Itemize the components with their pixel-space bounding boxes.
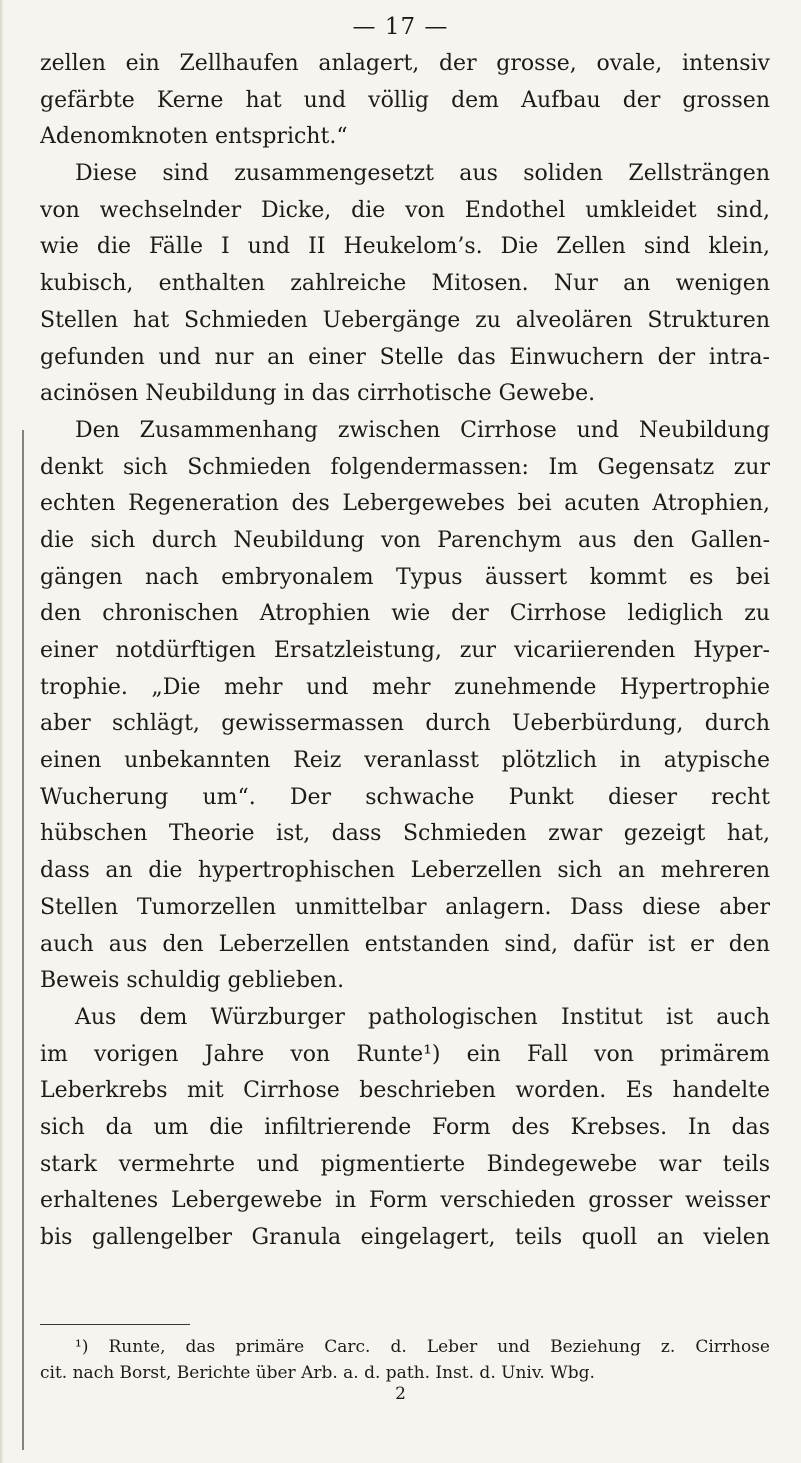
text-line: sich da um die infiltrierende Form des Krebses. In das bbox=[40, 1114, 770, 1140]
text-line: denkt sich Schmieden folgendermassen: Im Gegensatz zur bbox=[40, 454, 770, 480]
text-line: trophie. „Die mehr und mehr zunehmende Hypertrophie bbox=[40, 674, 770, 700]
text-line: einen unbekannten Reiz veranlasst plötzlich in atypische bbox=[40, 748, 770, 774]
text-line: im vorigen Jahre von Runte¹) ein Fall von primärem bbox=[40, 1041, 770, 1067]
text-line: gefärbte Kerne hat und völlig dem Aufbau der grossen bbox=[40, 87, 770, 113]
text-line: Leberkrebs mit Cirrhose beschrieben worden. Es handelte bbox=[40, 1078, 770, 1104]
text-line: Aus dem Würzburger pathologischen Institut ist auch bbox=[75, 1004, 770, 1030]
text-line: hübschen Theorie ist, dass Schmieden zwar gezeigt hat, bbox=[40, 821, 770, 847]
text-line: auch aus den Leberzellen entstanden sind, dafür ist er den bbox=[40, 931, 770, 957]
text-line: erhaltenes Lebergewebe in Form verschieden grosser weisser bbox=[40, 1188, 770, 1214]
text-line: Stellen Tumorzellen unmittelbar anlagern. Dass diese aber bbox=[40, 894, 770, 920]
text-line: Den Zusammenhang zwischen Cirrhose und Neubildung bbox=[75, 417, 770, 443]
footnote-line: ¹) Runte, das primäre Carc. d. Leber und Beziehung z. Cirrhose bbox=[75, 1337, 770, 1357]
text-line: zellen ein Zellhaufen anlagert, der grosse, ovale, intensiv bbox=[40, 51, 770, 76]
binding-margin-line bbox=[22, 430, 24, 1450]
page-edge-shadow bbox=[0, 0, 4, 1463]
text-line: acinösen Neubildung in das cirrhotische Gewebe. bbox=[40, 381, 596, 407]
page-number: — 17 — bbox=[352, 14, 449, 40]
text-line: einer notdürftigen Ersatzleistung, zur vicariierenden Hyper- bbox=[40, 638, 770, 663]
text-line: bis gallengelber Granula eingelagert, teils quoll an vielen bbox=[40, 1225, 770, 1250]
text-line: Stellen hat Schmieden Uebergänge zu alveolären Strukturen bbox=[40, 307, 770, 333]
footnote-line: cit. nach Borst, Berichte über Arb. a. d. path. Inst. d. Univ. Wbg. bbox=[40, 1363, 595, 1383]
footnote-divider bbox=[40, 1324, 190, 1325]
text-line: dass an die hypertrophischen Leberzellen sich an mehreren bbox=[40, 858, 770, 884]
text-line: von wechselnder Dicke, die von Endothel umkleidet sind, bbox=[40, 197, 770, 223]
text-line: aber schlägt, gewissermassen durch Ueberbürdung, durch bbox=[40, 711, 770, 737]
text-line: wie die Fälle I und II Heukelom’s. Die Zellen sind klein, bbox=[40, 234, 770, 260]
text-line: echten Regeneration des Lebergewebes bei acuten Atrophien, bbox=[40, 491, 770, 517]
text-line: gängen nach embryonalem Typus äussert kommt es bei bbox=[40, 564, 770, 590]
body-text bbox=[40, 46, 770, 1257]
text-line: kubisch, enthalten zahlreiche Mitosen. Nur an wenigen bbox=[40, 271, 770, 297]
signature-mark: 2 bbox=[395, 1384, 406, 1404]
text-line: stark vermehrte und pigmentierte Bindegewebe war teils bbox=[40, 1151, 770, 1177]
footnote bbox=[40, 1334, 770, 1386]
text-line: die sich durch Neubildung von Parenchym aus den Gallen- bbox=[40, 527, 770, 553]
text-line: gefunden und nur an einer Stelle das Einwuchern der intra- bbox=[40, 344, 770, 370]
text-line: Diese sind zusammengesetzt aus soliden Zellsträngen bbox=[75, 161, 770, 187]
text-line: Wucherung um“. Der schwache Punkt dieser recht bbox=[40, 784, 770, 810]
text-line: Beweis schuldig geblieben. bbox=[40, 968, 345, 994]
text-line: den chronischen Atrophien wie der Cirrhose lediglich zu bbox=[40, 601, 770, 627]
text-line: Adenomknoten entspricht.“ bbox=[40, 124, 348, 150]
